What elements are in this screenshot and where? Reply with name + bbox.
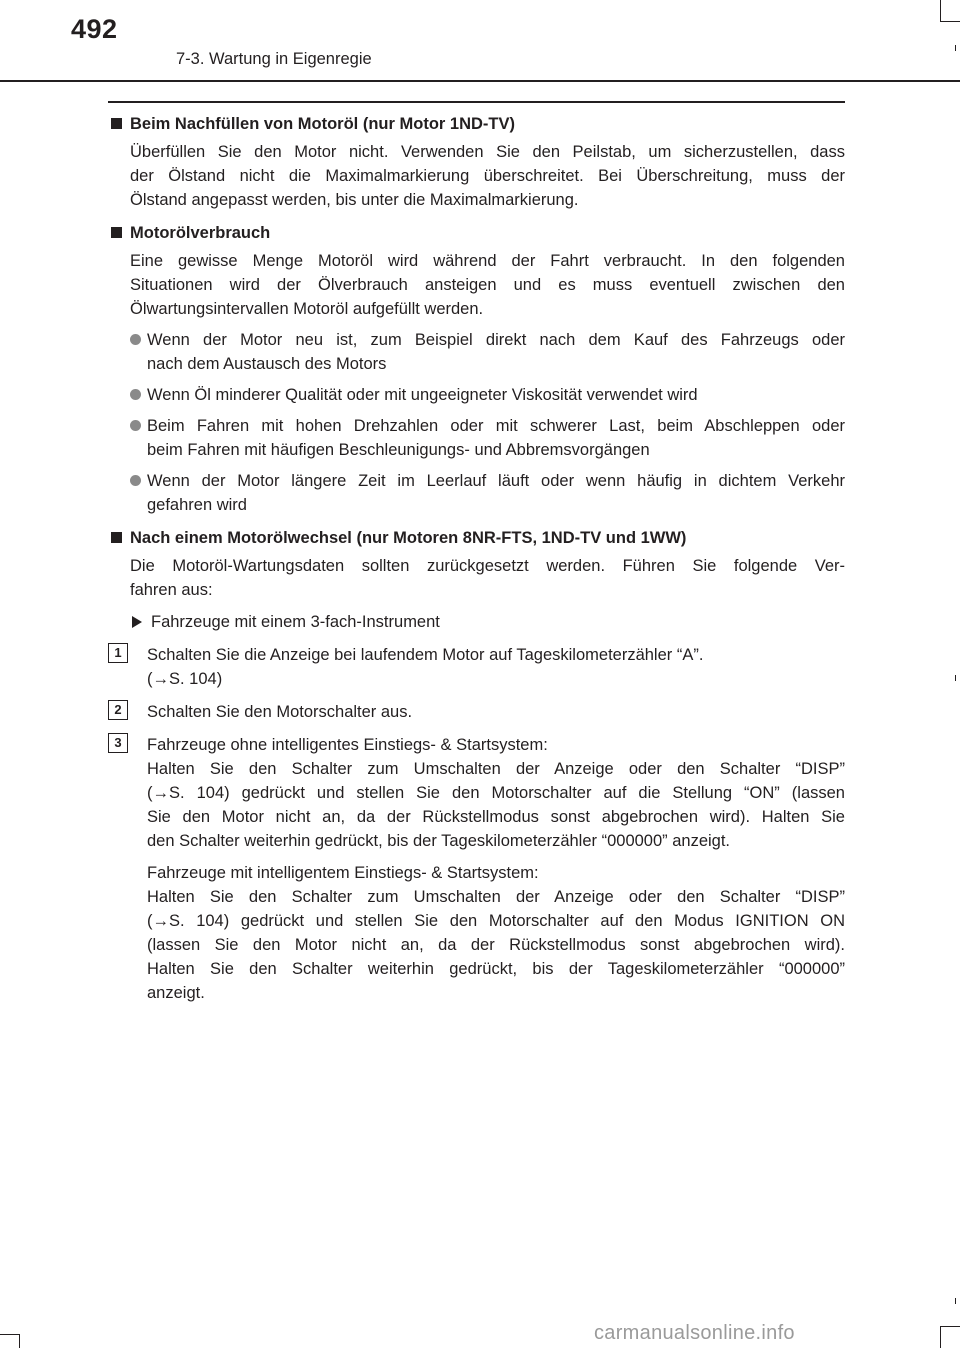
header-divider (0, 80, 960, 82)
page-header (0, 0, 960, 82)
circle-bullet-icon (130, 334, 141, 345)
text-line: Ölstand angepasst werden, bis unter die Maximalmarkierung. (130, 191, 579, 209)
text-line: Schalten Sie die Anzeige bei laufendem Motor auf Tageskilometerzähler “A”. (147, 646, 704, 664)
step-number-badge: 1 (108, 643, 128, 663)
crop-mark-right-tick (955, 675, 956, 681)
circle-bullet-icon (130, 475, 141, 486)
crop-mark-bottom-left (19, 1334, 20, 1348)
text-line: Schalten Sie den Motorschalter aus. (147, 703, 413, 721)
section-paragraph (108, 249, 845, 321)
text-line: fahren aus: (130, 581, 213, 599)
text-line: nach dem Austausch des Motors (147, 355, 387, 373)
square-bullet-icon (111, 227, 122, 238)
text-line: Sie den Motor nicht an, da der Rückstellmodus sonst abgebrochen wird). Halten Sie (147, 808, 845, 826)
step-continuation (108, 861, 845, 1005)
text-line: Halten Sie den Schalter weiterhin gedrückt, bis der Tageskilometerzähler “000000” (147, 960, 845, 978)
text-line: Überfüllen Sie den Motor nicht. Verwenden Sie den Peilstab, um sicherzustellen, dass (130, 143, 845, 161)
watermark-logo: carmanualsonline.info (594, 1322, 795, 1344)
list-item (108, 414, 845, 462)
circle-bullet-icon (130, 389, 141, 400)
step-number-badge: 3 (108, 733, 128, 753)
vehicle-type-label (108, 610, 845, 634)
text-line: Wenn Öl minderer Qualität oder mit ungeeigneter Viskosität verwendet wird (147, 386, 698, 404)
heading-text: Beim Nachfüllen von Motoröl (nur Motor 1ND-TV) (130, 115, 515, 133)
list-item (108, 469, 845, 517)
text-line: Wenn der Motor längere Zeit im Leerlauf läuft oder wenn häufig in dichtem Verkehr (147, 472, 845, 490)
text-line: den Schalter weiterhin gedrückt, bis der Tageskilometerzähler “000000” anzeigt. (147, 832, 731, 850)
section-heading (108, 112, 845, 136)
text-line: Wenn der Motor neu ist, zum Beispiel direkt nach dem Kauf des Fahrzeugs oder (147, 331, 845, 349)
text-line: Beim Fahren mit hohen Drehzahlen oder mit schwerer Last, beim Abschleppen oder (147, 417, 845, 435)
text-line: anzeigt. (147, 984, 205, 1002)
step-number-badge: 2 (108, 700, 128, 720)
text-line: Die Motoröl-Wartungsdaten sollten zurückgesetzt werden. Führen Sie folgende Ver- (130, 557, 845, 575)
list-item (108, 328, 845, 376)
text-line: (→S. 104) (147, 670, 223, 688)
section-paragraph (108, 554, 845, 602)
text-line: (lassen Sie den Motor nicht an, da der Rückstellmodus sonst abgebrochen wird). (147, 936, 845, 954)
text-line: Fahrzeuge ohne intelligentes Einstiegs- & Startsystem: (147, 736, 548, 754)
text-line: gefahren wird (147, 496, 247, 514)
text-line: der Ölstand nicht die Maximalmarkierung überschreitet. Bei Überschreitung, muss der (130, 167, 845, 185)
list-item (108, 383, 845, 407)
triangle-right-icon (132, 616, 142, 628)
text-line: Halten Sie den Schalter zum Umschalten der Anzeige oder den Schalter “DISP” (147, 888, 845, 906)
crop-mark-bottom-left (0, 1334, 19, 1335)
crop-mark-top-right (941, 21, 960, 22)
square-bullet-icon (111, 118, 122, 129)
text-line: Halten Sie den Schalter zum Umschalten der Anzeige oder den Schalter “DISP” (147, 760, 845, 778)
square-bullet-icon (111, 532, 122, 543)
text-line: beim Fahren mit häufigen Beschleunigungs- und Abbremsvorgängen (147, 441, 650, 459)
section-heading (108, 526, 845, 550)
heading-text: Nach einem Motorölwechsel (nur Motoren 8NR-FTS, 1ND-TV und 1WW) (130, 529, 687, 547)
step-item (108, 733, 845, 853)
crop-mark-bottom-right (940, 1326, 960, 1327)
text-line: (→S. 104) gedrückt und stellen Sie den Motorschalter auf den Modus IGNITION ON (147, 912, 845, 930)
circle-bullet-icon (130, 420, 141, 431)
page-content (108, 112, 845, 1005)
step-item (108, 643, 845, 691)
text-line: Fahrzeuge mit intelligentem Einstiegs- & Startsystem: (147, 864, 539, 882)
section-paragraph (108, 140, 845, 212)
crop-mark-top-right (940, 0, 941, 22)
page-number: 492 (71, 14, 118, 44)
text-line: Situationen wird der Ölverbrauch ansteigen und es muss eventuell zwischen den (130, 276, 845, 294)
text-line: Eine gewisse Menge Motoröl wird während der Fahrt verbraucht. In den folgenden (130, 252, 845, 270)
text-line: (→S. 104) gedrückt und stellen Sie den Motorschalter auf die Stellung “ON” (lassen (147, 784, 845, 802)
content-divider (108, 101, 845, 103)
crop-mark-right-tick (955, 45, 956, 51)
section-title: 7-3. Wartung in Eigenregie (176, 50, 372, 68)
text-line: Ölwartungsintervallen Motoröl aufgefüllt werden. (130, 300, 484, 318)
vehicle-type-text: Fahrzeuge mit einem 3-fach-Instrument (151, 613, 440, 631)
section-heading (108, 221, 845, 245)
step-item (108, 700, 845, 724)
crop-mark-bottom-right (940, 1326, 941, 1348)
crop-mark-right-tick (955, 1298, 956, 1304)
heading-text: Motorölverbrauch (130, 224, 271, 242)
